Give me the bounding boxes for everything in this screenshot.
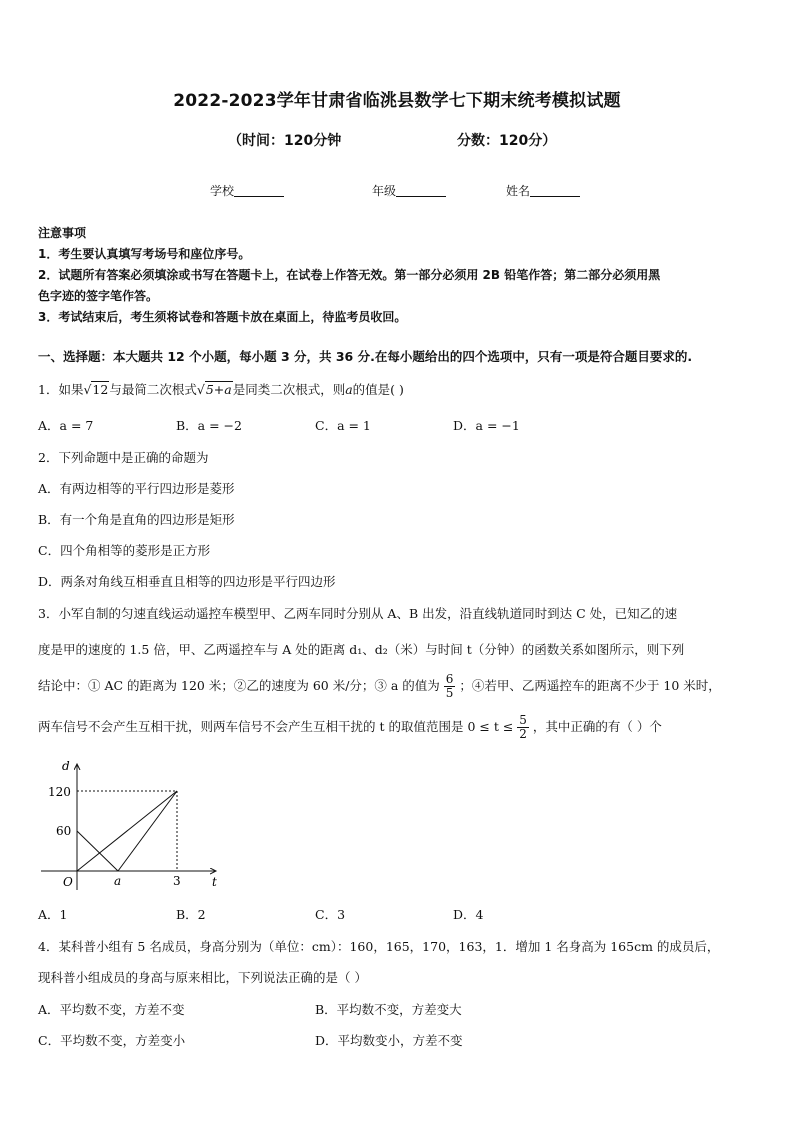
exam-score: 分数：120分） [457, 133, 557, 149]
question-3-line-1: 3．小军自制的匀速直线运动遥控车模型甲、乙两车同时分别从 A、B 出发，沿直线轨道同时到达 C 处，已知乙的速 [38, 606, 678, 621]
q3-line3-text-a: 结论中：① AC 的距离为 120 米；②乙的速度为 60 米/分；③ a 的值为 [38, 678, 440, 693]
q3-line4-text-b: ，其中正确的有（ ）个 [532, 719, 662, 734]
q3-frac-b-den: 2 [519, 727, 527, 741]
q3-frac-a-den: 5 [445, 686, 454, 700]
graph-tick-60: 60 [56, 824, 72, 838]
notice-heading: 注意事项 [38, 226, 87, 240]
question-3-line-3 [38, 673, 721, 700]
question-4-line-1: 4．某科普小组有 5 名成员，身高分别为（单位：cm）：160，165，170，163，1．增加 1 名身高为 165cm 的成员后， [38, 939, 720, 954]
question-3-line-2: 度是甲的速度的 1.5 倍，甲、乙两遥控车与 A 处的距离 d₁、d₂（米）与时间 t（分钟）的函数关系如图所示，则下列 [38, 642, 685, 657]
notice-item-2-cont: 色字迹的签字笔作答。 [38, 289, 159, 303]
q4-option-d[interactable]: D．平均数变小，方差不变 [315, 1033, 463, 1048]
line-d2-down [77, 831, 118, 871]
q3-option-b[interactable]: B．2 [176, 907, 206, 922]
q1-option-a[interactable]: A．a = 7 [38, 418, 94, 433]
q3-option-c[interactable]: C．3 [315, 907, 346, 922]
grade-field [372, 182, 446, 199]
question-1-stem: 1．如果√12与最简二次根式√5+a是同类二次根式，则a的值是( ) [38, 382, 404, 397]
q3-option-a[interactable]: A．1 [38, 907, 68, 922]
graph-origin: O [63, 875, 73, 889]
q2-option-b[interactable]: B．有一个角是直角的四边形是矩形 [38, 512, 235, 527]
question-4-line-2: 现科普小组成员的身高与原来相比，下列说法正确的是（ ） [38, 970, 367, 985]
graph-tick-3: 3 [173, 874, 181, 888]
question-2-stem: 2．下列命题中是正确的命题为 [38, 450, 209, 465]
q1-option-c[interactable]: C．a = 1 [315, 418, 371, 433]
exam-time: （时间：120分钟 [228, 133, 342, 149]
notice-item-2: 2．试题所有答案必须填涂或书写在答题卡上，在试卷上作答无效。第一部分必须用 2B 铅笔作答；第二部分必须用黑 [38, 268, 661, 282]
q3-line4-text-a: 两车信号不会产生互相干扰，则两车信号不会产生互相干扰的 t 的取值范围是 0 ≤ t ≤ [38, 719, 514, 734]
q3-line3-text-b: ；④若甲、乙两遥控车的距离不少于 10 米时， [459, 678, 721, 693]
q1-radical-1: 12 [92, 382, 109, 397]
school-field [210, 182, 284, 199]
graph-y-label: d [62, 759, 70, 773]
q1-text-1: 1．如果 [38, 382, 84, 397]
q4-option-c[interactable]: C．平均数不变，方差变小 [38, 1033, 186, 1048]
school-blank [234, 184, 284, 197]
q1-option-d[interactable]: D．a = −1 [453, 418, 520, 433]
q4-option-a[interactable]: A．平均数不变，方差不变 [38, 1002, 185, 1017]
q3-fraction-b [517, 714, 529, 741]
question-3-line-4 [38, 714, 662, 741]
q4-option-b[interactable]: B．平均数不变，方差变大 [315, 1002, 462, 1017]
q2-option-c[interactable]: C．四个角相等的菱形是正方形 [38, 543, 211, 558]
graph-x-label: t [212, 875, 217, 889]
q3-option-d[interactable]: D．4 [453, 907, 484, 922]
name-field [506, 182, 580, 199]
q1-variable: a [345, 382, 353, 397]
q1-text-2: 与最简二次根式 [109, 382, 197, 397]
section-heading: 一、选择题：本大题共 12 个小题，每小题 3 分，共 36 分.在每小题给出的四个选项中，只有一项是符合题目要求的. [38, 349, 693, 364]
name-blank [530, 184, 580, 197]
name-label: 姓名 [506, 184, 531, 198]
q2-option-d[interactable]: D．两条对角线互相垂直且相等的四边形是平行四边形 [38, 574, 336, 589]
q3-frac-a-num: 6 [445, 672, 454, 686]
grade-label: 年级 [372, 184, 397, 198]
q3-frac-b-num: 5 [519, 713, 527, 727]
graph-tick-120: 120 [48, 785, 71, 799]
graph-tick-a: a [114, 874, 122, 888]
school-label: 学校 [210, 184, 235, 198]
q1-option-b[interactable]: B．a = −2 [176, 418, 242, 433]
page-title: 2022-2023学年甘肃省临洮县数学七下期末统考模拟试题 [173, 91, 621, 111]
q1-text-3: 是同类二次根式，则 [232, 382, 346, 397]
notice-item-1: 1．考生要认真填写考场号和座位序号。 [38, 247, 251, 261]
q2-option-a[interactable]: A．有两边相等的平行四边形是菱形 [38, 481, 235, 496]
q1-radical-2: 5+a [205, 382, 232, 397]
q3-fraction-a [444, 673, 456, 700]
distance-time-graph [36, 756, 236, 894]
notice-item-3: 3．考试结束后，考生须将试卷和答题卡放在桌面上，待监考员收回。 [38, 310, 407, 324]
grade-blank [396, 184, 446, 197]
q1-text-4: 的值是( ) [352, 382, 404, 397]
